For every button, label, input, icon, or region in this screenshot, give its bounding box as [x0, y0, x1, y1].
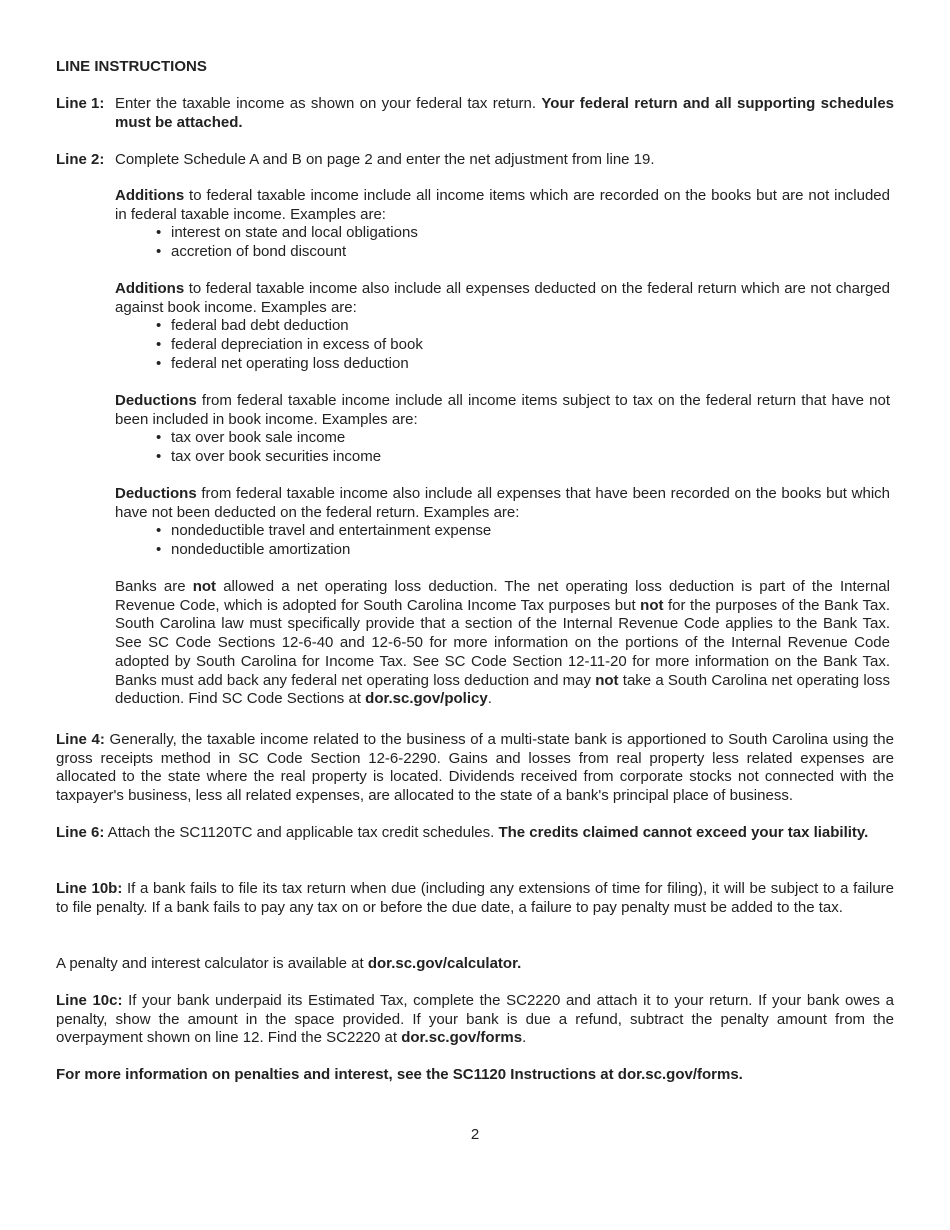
- list-item: • accretion of bond discount: [171, 243, 890, 262]
- calculator-link[interactable]: dor.sc.gov/calculator.: [367, 955, 522, 972]
- additions-income-section: [115, 187, 890, 262]
- deductions-expense-text: Deductions from federal taxable income also include all expenses that have been recorded on the books but which have not been deducted on the federal return. Examples are:: [115, 485, 890, 521]
- additions-income-text: Additions to federal taxable income include all income items which are recorded on the books but are not included in federal taxable income. Examples are:: [115, 187, 890, 223]
- line-1-label: Line 1:: [56, 95, 105, 112]
- line-1-instruction: [56, 95, 894, 132]
- list-item: • federal bad debt deduction: [171, 317, 890, 336]
- list-item: • federal depreciation in excess of book: [171, 336, 890, 355]
- line-10b-label: Line 10b:: [56, 880, 123, 897]
- line-10c-instruction: Line 10c: If your bank underpaid its Estimated Tax, complete the SC2220 and attach it to your return. If your bank owes a penalty, show the amount in the space provided. If your bank is due a refund, subtract the penalty amount from the overpayment shown on line 12. Find the SC2220 at dor.sc.gov/forms.: [56, 992, 894, 1047]
- additions-expense-text: Additions to federal taxable income also include all expenses deducted on the federal return which are not charged against book income. Examples are:: [115, 280, 890, 316]
- line-2-text: Complete Schedule A and B on page 2 and enter the net adjustment from line 19.: [115, 151, 655, 168]
- deductions-income-text: Deductions from federal taxable income include all income items subject to tax on the federal return that have not been included in book income. Examples are:: [115, 392, 890, 428]
- line-2-label: Line 2:: [56, 151, 105, 168]
- line-6-label: Line 6:: [56, 824, 105, 841]
- line-4-instruction: Line 4: Generally, the taxable income related to the business of a multi-state bank is apportioned to South Carolina using the gross receipts method in SC Code Section 12-6-2290. Gains and losses from real property less related expenses are allocated to the state where the real property is located. Dividends received from corporate stocks not connected with the taxpayer's business, less all related expenses, are allocated to the state of a bank's principal place of business.: [56, 731, 894, 805]
- line-6-instruction: Line 6: Attach the SC1120TC and applicable tax credit schedules. The credits claimed cannot exceed your tax liability.: [56, 824, 869, 841]
- additions-expense-list: [115, 317, 890, 373]
- page-number: 2: [470, 1126, 480, 1143]
- additions-income-list: [115, 224, 890, 261]
- penalties-footer-note: For more information on penalties and interest, see the SC1120 Instructions at dor.sc.gov/forms.: [56, 1066, 743, 1083]
- line-2-instruction: [56, 151, 894, 170]
- deductions-expense-section: [115, 485, 890, 560]
- list-item: • interest on state and local obligations: [171, 224, 890, 243]
- policy-link[interactable]: dor.sc.gov/policy: [365, 690, 488, 708]
- list-item: • nondeductible amortization: [171, 541, 890, 560]
- deductions-income-list: [115, 429, 890, 466]
- line-4-label: Line 4:: [56, 731, 105, 748]
- deductions-income-section: [115, 392, 890, 467]
- page-heading: LINE INSTRUCTIONS: [56, 58, 207, 75]
- nol-text: Banks are not allowed a net operating loss deduction. The net operating loss deduction is part of the Internal Revenue Code, which is adopted for South Carolina Income Tax purposes but not for the purposes of the Bank Tax. South Carolina law must specifically provide that a section of the Internal Revenue Code applies to the Bank Tax. See SC Code Sections 12-6-40 and 12-6-50 for more information on the portions of the Internal Revenue Code adopted by South Carolina for Income Tax. See SC Code Section 12-11-20 for more information on the Bank Tax. Banks must add back any federal net operating loss deduction and may not take a South Carolina net operating loss deduction. Find SC Code Sections at dor.sc.gov/policy.: [115, 578, 891, 708]
- list-item: • federal net operating loss deduction: [171, 355, 890, 374]
- list-item: • tax over book securities income: [171, 448, 890, 467]
- forms-link[interactable]: dor.sc.gov/forms: [401, 1029, 523, 1047]
- line-10c-label: Line 10c:: [56, 992, 123, 1009]
- line-1-text: Enter the taxable income as shown on your federal tax return. Your federal return and all supporting schedules must be attached.: [115, 95, 894, 131]
- list-item: • nondeductible travel and entertainment expense: [171, 522, 890, 541]
- calculator-note: A penalty and interest calculator is available at dor.sc.gov/calculator.: [56, 955, 522, 972]
- list-item: • tax over book sale income: [171, 429, 890, 448]
- nol-paragraph: [115, 578, 890, 709]
- deductions-expense-list: [115, 522, 890, 559]
- additions-expense-section: [115, 280, 890, 374]
- line-10b-instruction: Line 10b: If a bank fails to file its tax return when due (including any extensions of time for filing), it will be subject to a failure to file penalty. If a bank fails to pay any tax on or before the due date, a failure to pay penalty must be added to the tax.: [56, 880, 894, 916]
